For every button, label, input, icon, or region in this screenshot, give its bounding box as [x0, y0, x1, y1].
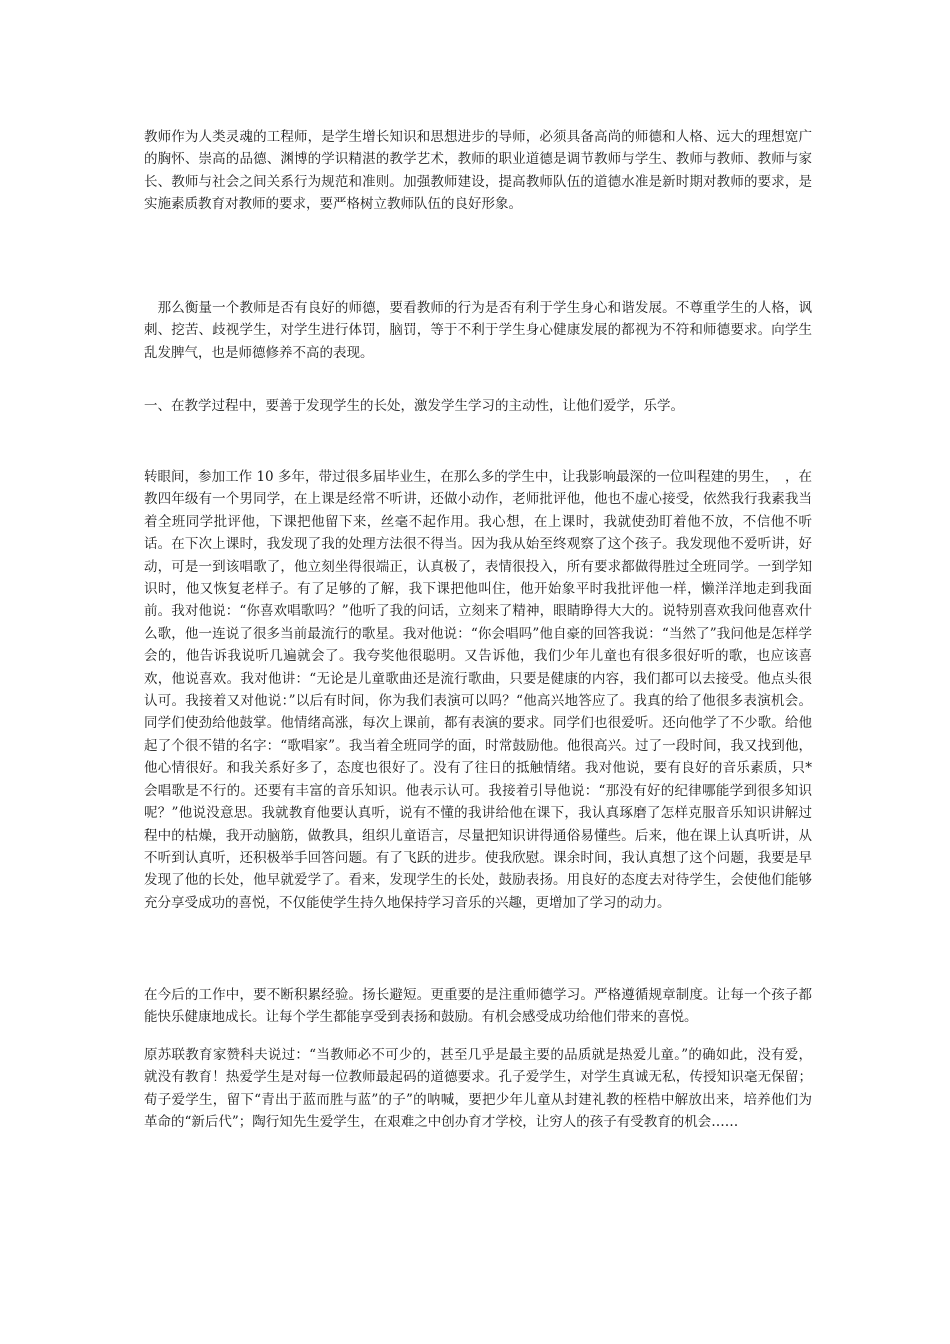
paragraph-intro: 教师作为人类灵魂的工程师，是学生增长知识和思想进步的导师，必须具备高尚的师德和人格、远大的理想宽广的胸怀、崇高的品德、渊博的学识精湛的教学艺术，教师的职业道德是调节教师与学生、教师与教师、教师与家长、教师与社会之间关系行为规范和准则。加强教师建设，提高教师队伍的道德水准是新时期对教师的要求，是实施素质教育对教师的要求，要严格树立教师队伍的良好形象。	[144, 129, 812, 213]
paragraph-future-work: 在今后的工作中，要不断积累经验。扬长避短。更重要的是注重师德学习。严格遵循规章制度。让每一个孩子都能快乐健康地成长。让每个学生都能享受到表扬和鼓励。有机会感受成功给他们带来的喜悦。	[144, 987, 812, 1026]
paragraph-story: 转眼间，参加工作 10 多年，带过很多届毕业生，在那么多的学生中，让我影响最深的一位叫程建的男生， ，在教四年级有一个男同学，在上课是经常不听讲，还做小动作，老师批评他，他也不虚心接受，依然我行我素我当着全班同学批评他，下课把他留下来，丝毫不起作用。我心想，在上课时，我就使劲盯着他不放，不信他不听话。在下次上课时，我发现了我的处理方法很不得当。因为我从始至终观察了这个孩子。我发现他不爱听讲，好动，可是一到该唱歌了，他立刻坐得很端正，认真极了，表情很投入，所有要求都做得胜过全班同学。一到学知识时，他又恢复老样子。有了足够的了解，我下课把他叫住，他开始象平时我批评他一样，懒洋洋地走到我面前。我对他说：“你喜欢唱歌吗？”他听了我的问话，立刻来了精神，眼睛睁得大大的。说特别喜欢我问他喜欢什么歌，他一连说了很多当前最流行的歌星。我对他说：“你会唱吗”他自豪的回答我说：“当然了”我问他是怎样学会的，他告诉我说听几遍就会了。我夸奖他很聪明。又告诉他，我们少年儿童也有很多很好听的歌，也应该喜欢，他说喜欢。我对他讲：“无论是儿童歌曲还是流行歌曲，只要是健康的内容，我们都可以去接受。他点头很认可。我接着又对他说：”以后有时间，你为我们表演可以吗？“他高兴地答应了。我真的给了他很多表演机会。同学们使劲给他鼓掌。他情绪高涨，每次上课前，都有表演的要求。同学们也很爱听。还向他学了不少歌。给他起了个很不错的名字：“歌唱家”。我当着全班同学的面，时常鼓励他。他很高兴。过了一段时间，我又找到他，他心情很好。和我关系好多了，态度也很好了。没有了往日的抵触情绪。我对他说，要有良好的音乐素质，只*会唱歌是不行的。还要有丰富的音乐知识。他表示认可。我接着引导他说：“那没有好的纪律哪能学到很多知识呢？”他说没意思。我就教育他要认真听，说有不懂的我讲给他在课下，我认真琢磨了怎样克服音乐知识讲解过程中的枯燥，我开动脑筋，做教具，组织儿童语言，尽量把知识讲得通俗易懂些。后来，他在课上认真听讲，从不听到认真听，还积极举手回答问题。有了飞跃的进步。使我欣慰。课余时间，我认真想了这个问题，我要是早发现了他的长处，他早就爱学了。看来，发现学生的长处，鼓励表扬。用良好的态度去对待学生，会使他们能够充分享受成功的喜悦，不仅能使学生持久地保持学习音乐的兴趣，更增加了学习的动力。	[144, 469, 812, 911]
section-heading-one: 一、在教学过程中，要善于发现学生的长处，激发学生学习的主动性，让他们爱学，乐学。	[144, 398, 684, 414]
paragraph-zankov-quote: 原苏联教育家赞科夫说过：“当教师必不可少的，甚至几乎是最主要的品质就是热爱儿童。”的确如此，没有爱，就没有教育！热爱学生是对每一位教师最起码的道德要求。孔子爱学生，对学生真诚无私，传授知识毫无保留；荀子爱学生，留下“青出于蓝而胜与蓝”的子”的呐喊，要把少年儿童从封建礼教的桎梏中解放出来，培养他们为革命的“新后代”；陶行知先生爱学生，在艰难之中创办育才学校，让穷人的孩子有受教育的机会……	[144, 1047, 812, 1131]
paragraph-teacher-ethics: 那么衡量一个教师是否有良好的师德，要看教师的行为是否有利于学生身心和谐发展。不尊重学生的人格，讽刺、挖苦、歧视学生，对学生进行体罚，脑罚，等于不利于学生身心健康发展的都视为不符和师德要求。向学生乱发脾气，也是师德修养不高的表现。	[144, 300, 812, 361]
